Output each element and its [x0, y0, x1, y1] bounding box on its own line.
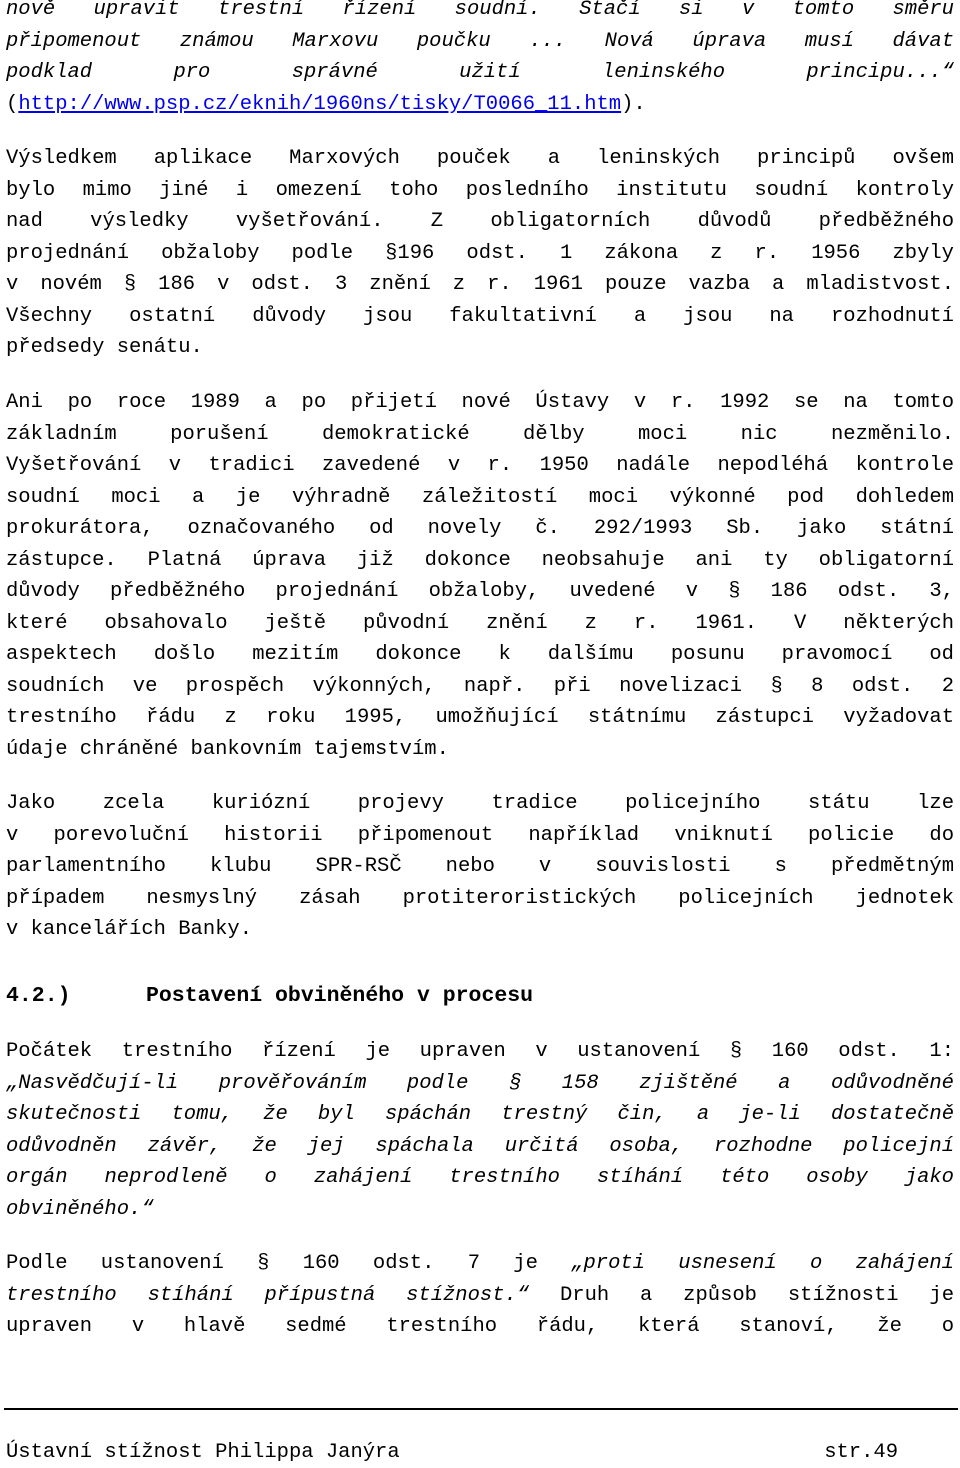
text-line: soudní moci a je výhradně záležitostí moci výkonné pod dohledem — [6, 485, 954, 509]
text-line: soudních ve prospěch výkonných, např. při novelizaci § 8 odst. 2 — [6, 674, 954, 698]
text-line: trestního řádu z roku 1995, umožňující státnímu zástupci vyžadovat — [6, 706, 954, 729]
section-title: Postavení obviněného v procesu — [146, 984, 534, 1008]
text-line: Vyšetřování v tradici zavedené v r. 1950 nadále nepodléhá kontrole — [6, 454, 954, 477]
footer-page-number: str.49 — [824, 1441, 898, 1464]
quote-line: skutečnosti tomu, že byl spáchán trestný čin, a je-li dostatečně — [6, 1103, 954, 1126]
text-line: údaje chráněné bankovním tajemstvím. — [6, 737, 449, 761]
text-line: nad výsledky vyšetřování. Z obligatorních důvodů předběžného — [6, 210, 954, 233]
text-line: případem nesmyslný zásah protiteroristických policejních jednotek — [6, 886, 954, 910]
text-line: (http://www.psp.cz/eknih/1960ns/tisky/T0066_11.htm). — [6, 92, 646, 116]
text-line: Výsledkem aplikace Marxových pouček a leninských principů ovšem — [6, 147, 954, 170]
source-link[interactable]: http://www.psp.cz/eknih/1960ns/tisky/T0066_11.htm — [18, 92, 622, 116]
text-line: aspektech došlo mezitím dokonce k dalšímu posunu pravomocí od — [6, 643, 954, 666]
paragraph-start-of-proceedings — [6, 1036, 954, 1225]
text-line: v porevoluční historii připomenout například vniknutí policie do — [6, 823, 954, 847]
text-line: Všechny ostatní důvody jsou fakultativní a jsou na rozhodnutí — [6, 304, 954, 328]
text-line: důvody předběžného projednání obžaloby, uvedené v § 186 odst. 3, — [6, 580, 954, 603]
text-line: připomenout známou Marxovu poučku ... Nová úprava musí dávat — [6, 29, 954, 53]
text-line: Ani po roce 1989 a po přijetí nové Ústavy v r. 1992 se na tomto — [6, 391, 954, 414]
quote-line: orgán neprodleně o zahájení trestního stíhání této osoby jako — [6, 1166, 954, 1189]
quote-line: obviněného.“ — [6, 1197, 154, 1221]
text-line: podklad pro správné užití leninského principu...“ — [6, 61, 954, 84]
text-line: parlamentního klubu SPR-RSČ nebo v souvislosti s předmětným — [6, 855, 954, 878]
paragraph-complaint — [6, 1248, 954, 1343]
footer-divider — [4, 1408, 958, 1410]
footer-document-title: Ústavní stížnost Philippa Janýra — [6, 1441, 400, 1464]
text-line: nově upravit trestní řízení soudní. Stačí si v tomto směru — [6, 0, 954, 21]
text-line: Jako zcela kuriózní projevy tradice policejního státu lze — [6, 792, 954, 815]
quote-line: „Nasvědčují-li prověřováním podle § 158 zjištěné a odůvodněné — [6, 1071, 954, 1095]
paragraph-police-state — [6, 788, 954, 946]
text-line: bylo mimo jiné i omezení toho posledního institutu soudní kontroly — [6, 178, 954, 202]
text-line: Počátek trestního řízení je upraven v ustanovení § 160 odst. 1: — [6, 1040, 954, 1063]
quote-line: odůvodněn závěr, že jej spáchala určitá osoba, rozhodne policejní — [6, 1134, 954, 1158]
section-number: 4.2.) — [6, 984, 71, 1008]
text-line: trestního stíhání přípustná stížnost.“ Druh a způsob stížnosti je — [6, 1283, 955, 1307]
text-line: projednání obžaloby podle §196 odst. 1 zákona z r. 1956 zbyly — [6, 241, 954, 265]
text-line: zástupce. Platná úprava již dokonce neobsahuje ani ty obligatorní — [6, 548, 954, 572]
paragraph-after-1989 — [6, 387, 954, 765]
paragraph-intro-quote-end — [6, 0, 954, 120]
text-line: prokurátora, označovaného od novely č. 292/1993 Sb. jako státní — [6, 517, 954, 540]
text-line: upraven v hlavě sedmé trestního řádu, která stanoví, že o — [6, 1315, 954, 1338]
text-line: které obsahovalo ještě původní znění z r. 1961. V některých — [6, 611, 954, 635]
text-line: předsedy senátu. — [6, 336, 203, 359]
section-heading — [6, 978, 533, 1014]
text-line: základním porušení demokratické dělby moci nic nezměnilo. — [6, 422, 954, 446]
text-line: Podle ustanovení § 160 odst. 7 je „proti usnesení o zahájení — [6, 1252, 954, 1275]
text-line: v novém § 186 v odst. 3 znění z r. 1961 pouze vazba a mladistvost. — [6, 273, 954, 296]
page-footer — [6, 1437, 898, 1468]
text-line: v kancelářích Banky. — [6, 918, 253, 941]
paragraph-results — [6, 143, 954, 364]
